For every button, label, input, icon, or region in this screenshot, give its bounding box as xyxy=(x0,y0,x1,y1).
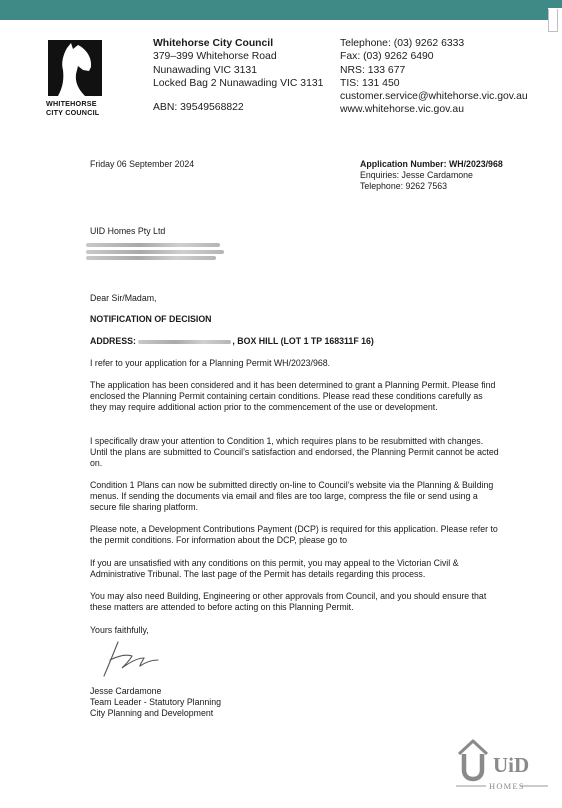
paragraph: Please note, a Development Contributions Payment (DCP) is required for this application. Please refer to the permit conditions. For information about the DCP, please go to xyxy=(90,524,498,546)
council-name: Whitehorse City Council xyxy=(153,38,274,49)
signatory-name: Jesse Cardamone xyxy=(90,686,162,696)
contact-telephone: Telephone: (03) 9262 6333 xyxy=(340,38,465,49)
recipient-block xyxy=(90,226,165,236)
letter-heading: NOTIFICATION OF DECISION xyxy=(90,314,212,324)
paragraph: Condition 1 Plans can now be submitted directly on-line to Council’s website via the Planning & Building menus. If sending the documents via email and files are too large, compress the file or send using a secure file sharing platform. xyxy=(90,480,494,513)
signatory-department: City Planning and Development xyxy=(90,708,214,719)
signature xyxy=(96,638,160,682)
recipient-name: UID Homes Pty Ltd xyxy=(90,226,166,236)
contact-tis: TIS: 131 450 xyxy=(340,77,400,89)
address-line: 379–399 Whitehorse Road xyxy=(153,51,277,63)
application-number: Application Number: WH/2023/968 xyxy=(360,159,503,169)
uid-brand-text: UiD xyxy=(493,753,530,777)
contact-fax: Fax: (03) 9262 6490 xyxy=(340,51,434,63)
paragraph: You may also need Building, Engineering or other approvals from Council, and you should ensure that these matters are attended to before acting on this Planning Permit. xyxy=(90,591,487,613)
council-horse-logo xyxy=(48,40,102,96)
contact-email[interactable]: customer.service@whitehorse.vic.gov.au xyxy=(340,91,528,103)
redacted-address-line xyxy=(86,256,216,260)
letter-date: Friday 06 September 2024 xyxy=(90,159,195,169)
top-accent-bar-end xyxy=(548,0,562,8)
address-suburb: , BOX HILL (LOT 1 TP 168311F 16) xyxy=(232,336,374,346)
council-logo-text xyxy=(46,99,108,117)
signatory-title: Team Leader - Statutory Planning xyxy=(90,697,222,708)
address-line: Nunawading VIC 3131 xyxy=(153,64,257,76)
top-accent-bar xyxy=(0,0,548,20)
contact-nrs: NRS: 133 677 xyxy=(340,64,406,76)
redacted-street xyxy=(138,340,231,344)
signatory-block xyxy=(90,686,500,719)
redacted-address-line xyxy=(86,250,224,254)
paragraph: If you are unsatisfied with any conditions on this permit, you may appeal to the Victorian Civil & Administrative Tribunal. The last page of the Permit has details regarding this process. xyxy=(90,558,459,580)
contact-block xyxy=(340,37,528,117)
horse-head-icon xyxy=(48,40,102,96)
redacted-address-line xyxy=(86,243,220,247)
salutation: Dear Sir/Madam, xyxy=(90,293,157,303)
uid-house-logo-icon xyxy=(456,738,548,794)
address-line: Locked Bag 2 Nunawading VIC 3131 xyxy=(153,77,324,89)
property-address xyxy=(90,336,500,347)
logo-text-line1: WHITEHORSE xyxy=(46,99,97,108)
closing: Yours faithfully, xyxy=(90,625,149,635)
application-info xyxy=(360,159,503,193)
council-address-block xyxy=(153,37,323,90)
paragraph: I refer to your application for a Planning Permit WH/2023/968. xyxy=(90,358,331,368)
logo-text-line2: CITY COUNCIL xyxy=(46,108,100,117)
uid-sub-text: HOMES xyxy=(489,781,525,791)
corner-box-decoration xyxy=(548,9,558,32)
contact-website[interactable]: www.whitehorse.vic.gov.au xyxy=(340,104,464,116)
enquiries: Enquiries: Jesse Cardamone xyxy=(360,170,473,181)
uid-homes-watermark xyxy=(456,738,548,794)
enquiries-telephone: Telephone: 9262 7563 xyxy=(360,181,448,192)
signature-scribble-icon xyxy=(96,638,160,682)
address-label: ADDRESS: xyxy=(90,336,136,346)
paragraph: I specifically draw your attention to Condition 1, which requires plans to be resubmitted with changes. Until the plans are submitted to Council’s satisfaction and endorsed, the Planning Permit cannot be acted on. xyxy=(90,436,499,469)
paragraph: The application has been considered and it has been determined to grant a Planning Permit. Please find enclosed the Planning Permit containing certain conditions. Please read these conditions carefully as they may require additional action prior to the commencement of the use or development. xyxy=(90,380,496,413)
abn-number: ABN: 39549568822 xyxy=(153,102,244,113)
